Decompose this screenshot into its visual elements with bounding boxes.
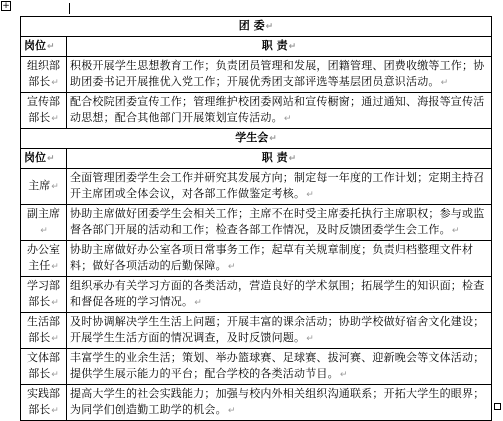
duties-cell[interactable]: 协助主席做好团委学生会相关工作；主席不在时受主席委托执行主席职权；参与或监督各部门开展的活动和工作；检查各部工作情况，及时反馈团委学生会工作。↵ bbox=[67, 205, 492, 241]
table-row bbox=[21, 169, 492, 205]
duties-table bbox=[20, 16, 492, 421]
header-row bbox=[21, 149, 492, 169]
table-row bbox=[21, 277, 492, 313]
section-title-row bbox=[21, 17, 492, 37]
header-position-cell[interactable]: 岗位↵ bbox=[21, 149, 67, 169]
duties-cell[interactable]: 积极开展学生思想教育工作；负责团员管理和发展，团籍管理、团费收缴等工作；协助团委书记开展推优入党工作；开展优秀团支部评选等基层团员意识活动。↵ bbox=[67, 57, 492, 93]
header-duties: 职 责 bbox=[261, 151, 288, 164]
duties-text: 全面管理团委学生会工作并研究其发展方向；制定每一年度的工作计划；定期主持召开主席团或全体会议，对各部工作做鉴定考核。 bbox=[70, 171, 485, 200]
table-row bbox=[21, 385, 492, 421]
duties-cell[interactable]: 提高大学生的社会实践能力；加强与校内外相关组织沟通联系；开拓大学生的眼界；为同学们创造勤工助学的机会。↵ bbox=[67, 385, 492, 421]
table-row bbox=[21, 349, 492, 385]
duties-cell[interactable]: 组织承办有关学习方面的各类活动，营造良好的学术氛围；拓展学生的知识面；检查和督促各班的学习情况。↵ bbox=[67, 277, 492, 313]
position-label: 生活部部长 bbox=[27, 315, 60, 344]
table-row bbox=[21, 205, 492, 241]
table-row bbox=[21, 313, 492, 349]
section-title-row bbox=[21, 129, 492, 149]
table-move-handle[interactable]: + bbox=[2, 1, 10, 11]
duties-cell[interactable]: 及时协调解决学生生活上问题；开展丰富的课余活动；协助学校做好宿舍文化建设；开展学生生活方面的情况调查，及时反馈问题。↵ bbox=[67, 313, 492, 349]
position-label: 宣传部部长 bbox=[27, 95, 60, 124]
position-label: 办公室主任 bbox=[27, 243, 60, 272]
header-duties: 职 责 bbox=[261, 39, 288, 52]
header-position: 岗位 bbox=[24, 39, 46, 52]
header-row bbox=[21, 37, 492, 57]
duties-cell[interactable]: 丰富学生的业余生活；策划、举办篮球赛、足球赛、拔河赛、迎新晚会等文体活动；提供学生展示能力的平台；配合学校的各类活动节目。↵ bbox=[67, 349, 492, 385]
section-title-cell[interactable]: 学生会↵ bbox=[21, 129, 492, 149]
position-label: 副主席 bbox=[27, 207, 60, 220]
position-cell[interactable]: 学习部部长↵ bbox=[21, 277, 67, 313]
section-title-cell[interactable]: 团 委↵ bbox=[21, 17, 492, 37]
header-position: 岗位 bbox=[24, 151, 46, 164]
duties-text: 协助主席做好团委学生会相关工作；主席不在时受主席委托执行主席职权；参与或监督各部门开展的活动和工作；检查各部工作情况，及时反馈团委学生会工作。 bbox=[70, 207, 485, 236]
table-resize-handle[interactable] bbox=[494, 403, 501, 410]
duties-text: 积极开展学生思想教育工作；负责团员管理和发展，团籍管理、团费收缴等工作；协助团委书记开展推优入党工作；开展优秀团支部评选等基层团员意识活动。 bbox=[70, 59, 485, 88]
duties-text: 配合校院团委宣传工作；管理维护校团委网站和宣传橱窗；通过通知、海报等宣传活动思想；配合其他部门开展策划宣传活动。 bbox=[70, 95, 485, 124]
position-cell[interactable]: 组织部部长↵ bbox=[21, 57, 67, 93]
section-title: 学生会 bbox=[235, 131, 269, 144]
header-position-cell[interactable]: 岗位↵ bbox=[21, 37, 67, 57]
position-cell[interactable]: 办公室主任↵ bbox=[21, 241, 67, 277]
position-label: 组织部部长 bbox=[27, 59, 60, 88]
duties-text: 及时协调解决学生生活上问题；开展丰富的课余活动；协助学校做好宿舍文化建设；开展学生生活方面的情况调查，及时反馈问题。 bbox=[70, 315, 485, 344]
position-label: 文体部部长 bbox=[27, 351, 60, 380]
position-label: 学习部部长 bbox=[27, 279, 60, 308]
table-row bbox=[21, 241, 492, 277]
duties-cell[interactable]: 配合校院团委宣传工作；管理维护校团委网站和宣传橱窗；通过通知、海报等宣传活动思想；配合其他部门开展策划宣传活动。↵ bbox=[67, 93, 492, 129]
position-cell[interactable]: 文体部部长↵ bbox=[21, 349, 67, 385]
header-duties-cell[interactable]: 职 责↵ bbox=[67, 37, 492, 57]
duties-text: 提高大学生的社会实践能力；加强与校内外相关组织沟通联系；开拓大学生的眼界；为同学们创造勤工助学的机会。 bbox=[70, 387, 485, 416]
table-row bbox=[21, 57, 492, 93]
position-cell[interactable]: 实践部部长↵ bbox=[21, 385, 67, 421]
duties-text: 组织承办有关学习方面的各类活动，营造良好的学术氛围；拓展学生的知识面；检查和督促各班的学习情况。 bbox=[70, 279, 485, 308]
position-cell[interactable]: 宣传部部长↵ bbox=[21, 93, 67, 129]
text-cursor bbox=[69, 3, 70, 14]
duties-text: 丰富学生的业余生活；策划、举办篮球赛、足球赛、拔河赛、迎新晚会等文体活动；提供学生展示能力的平台；配合学校的各类活动节目。 bbox=[70, 351, 485, 380]
position-label: 实践部部长 bbox=[27, 387, 60, 416]
header-duties-cell[interactable]: 职 责↵ bbox=[67, 149, 492, 169]
duties-cell[interactable]: 全面管理团委学生会工作并研究其发展方向；制定每一年度的工作计划；定期主持召开主席团或全体会议，对各部工作做鉴定考核。↵ bbox=[67, 169, 492, 205]
duties-cell[interactable]: 协助主席做好办公室各项日常事务工作；起草有关规章制度；负责归档整理文件材料；做好各项活动的后勤保障。↵ bbox=[67, 241, 492, 277]
position-label: 主席 bbox=[28, 179, 51, 192]
position-cell[interactable]: 主席↵ bbox=[21, 169, 67, 205]
duties-text: 协助主席做好办公室各项日常事务工作；起草有关规章制度；负责归档整理文件材料；做好各项活动的后勤保障。 bbox=[70, 243, 474, 272]
table-row bbox=[21, 93, 492, 129]
section-title: 团 委 bbox=[238, 19, 265, 32]
position-cell[interactable]: 副主席↵ bbox=[21, 205, 67, 241]
position-cell[interactable]: 生活部部长↵ bbox=[21, 313, 67, 349]
